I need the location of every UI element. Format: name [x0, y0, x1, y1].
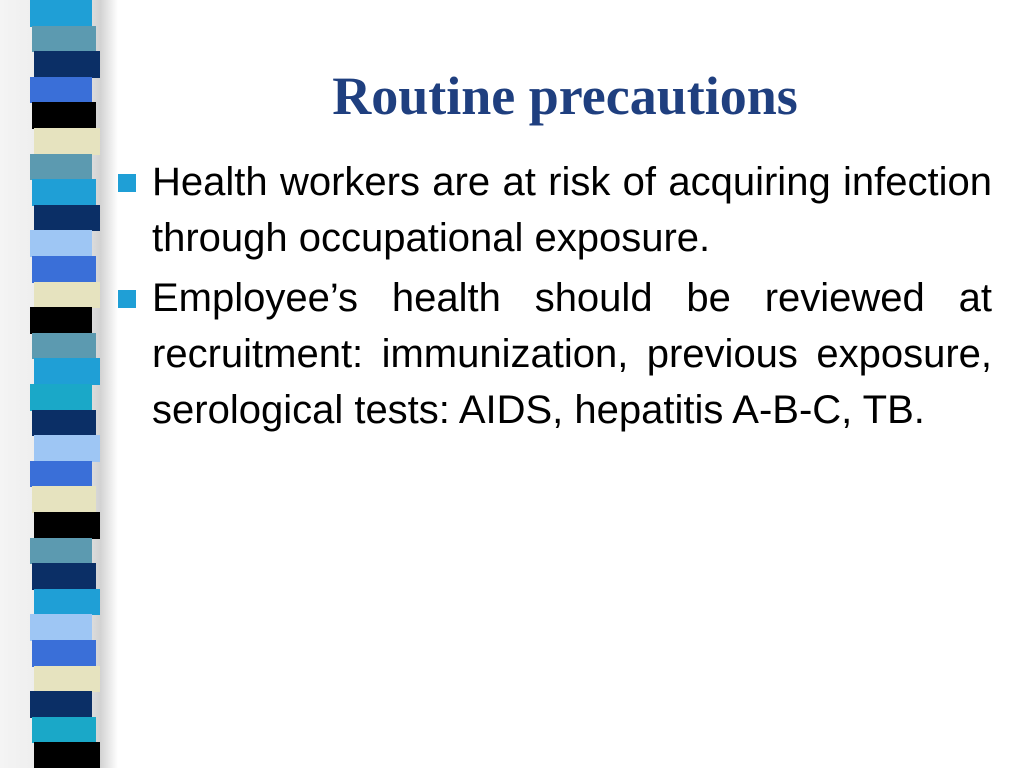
strip-block: [32, 486, 96, 513]
strip-block: [32, 410, 96, 437]
strip-block: [34, 435, 100, 462]
strip-block: [34, 51, 100, 78]
bullet-text: Employee’s health should be reviewed at recruitment: immunization, previous exposure, serological tests: AIDS, hepatitis A-B-C, TB.: [152, 276, 992, 432]
strip-block: [30, 230, 92, 257]
slide-title: Routine precautions: [332, 66, 798, 126]
strip-block: [32, 333, 96, 360]
strip-block: [30, 691, 92, 718]
strip-block: [32, 102, 96, 129]
bullet-list: [112, 154, 992, 442]
strip-block: [30, 614, 92, 641]
strip-block: [32, 717, 96, 744]
strip-block: [32, 26, 96, 53]
strip-block: [32, 256, 96, 283]
strip-block: [34, 512, 100, 539]
strip-block: [34, 205, 100, 232]
strip-block: [30, 538, 92, 565]
strip-block: [34, 358, 100, 385]
bullet-text: Health workers are at risk of acquiring infection through occupational exposure.: [152, 160, 992, 260]
strip-block: [30, 384, 92, 411]
strip-block: [34, 666, 100, 693]
strip-block: [30, 77, 92, 104]
decorative-color-strip: [32, 0, 98, 768]
bullet-item: [112, 270, 992, 438]
square-bullet-icon: [118, 290, 136, 308]
strip-block: [32, 563, 96, 590]
square-bullet-icon: [118, 174, 136, 192]
strip-block: [34, 589, 100, 616]
strip-block: [34, 742, 100, 768]
bullet-item: [112, 154, 992, 266]
strip-block: [34, 282, 100, 309]
strip-block: [30, 154, 92, 181]
strip-block: [32, 179, 96, 206]
strip-block: [32, 640, 96, 667]
strip-block: [34, 128, 100, 155]
strip-block: [30, 307, 92, 334]
strip-block: [30, 461, 92, 488]
strip-block: [30, 0, 92, 27]
